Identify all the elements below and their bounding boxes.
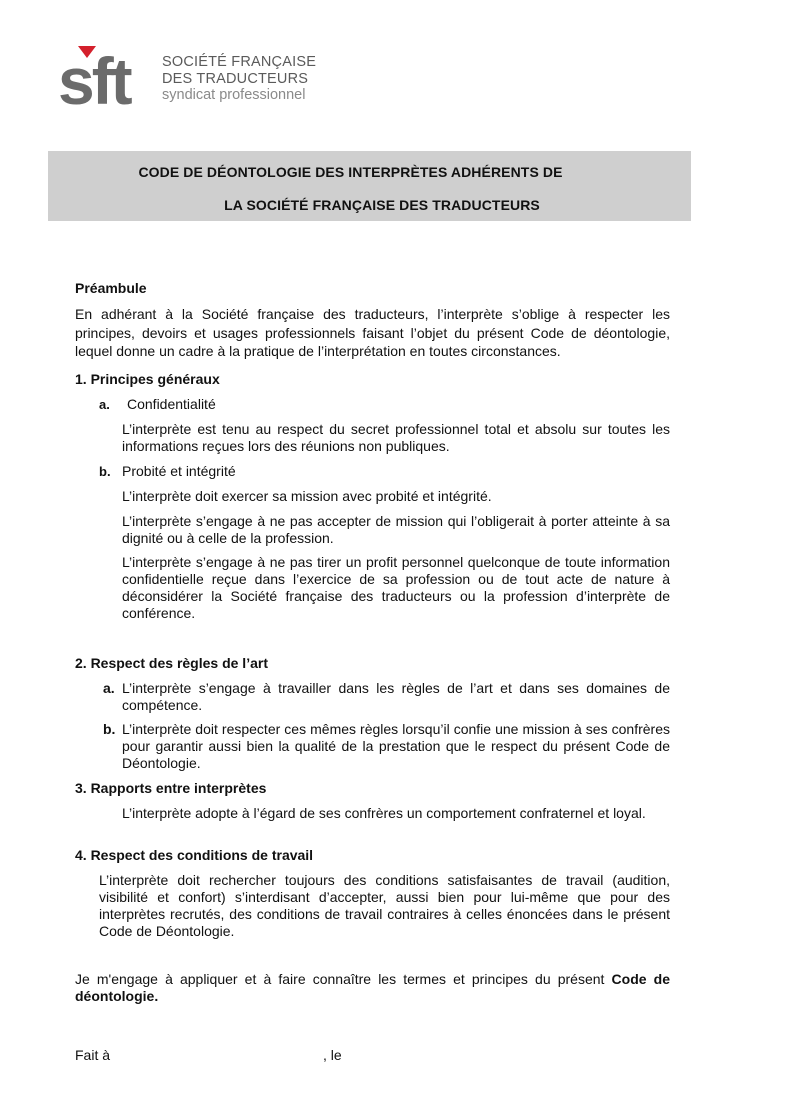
logo-line-1: SOCIÉTÉ FRANÇAISE bbox=[162, 54, 317, 70]
section-1a-text: L’interprète est tenu au respect du secret professionnel total et absolu sur toutes les informations reçues lors des réunions non publiques. bbox=[122, 421, 670, 454]
section-1b-title: Probité et intégrité bbox=[122, 463, 236, 479]
logo-line-3: syndicat professionnel bbox=[162, 87, 306, 103]
section-3-text: L’interprète adopte à l’égard de ses confrères un comportement confraternel et loyal. bbox=[122, 805, 646, 821]
signature-date-label: , le bbox=[323, 1047, 342, 1063]
section-2-item-a bbox=[103, 680, 670, 714]
section-2-heading: 2. Respect des règles de l’art bbox=[75, 655, 268, 671]
section-1b-text-1: L’interprète doit exercer sa mission avec probité et intégrité. bbox=[122, 488, 492, 504]
section-3-heading: 3. Rapports entre interprètes bbox=[75, 780, 267, 796]
section-1a-letter: a. bbox=[99, 397, 110, 412]
section-1b-text-3: L’interprète s’engage à ne pas tirer un profit personnel quelconque de toute information confidentielle reçue dans l’exercice de sa profession ou de tout acte de nature à déconsidérer la Société française des traducteurs ou la profession d’interprète de conférence. bbox=[122, 554, 670, 621]
logo-line-2: DES TRADUCTEURS bbox=[162, 70, 309, 87]
section-1b-text-2: L’interprète s’engage à ne pas accepter de mission qui l’obligerait à porter atteinte à sa dignité ou à celle de la profession. bbox=[122, 513, 670, 546]
section-2-item-b-letter: b. bbox=[103, 721, 116, 737]
engagement-text: Je m'engage à appliquer et à faire connaître les termes et principes du présent bbox=[75, 971, 612, 987]
title-line-2: LA SOCIÉTÉ FRANÇAISE DES TRADUCTEURS bbox=[224, 197, 540, 213]
preamble-text: En adhérant à la Société française des traducteurs, l’interprète s’oblige à respecter les principes, devoirs et usages professionnels faisant l’objet du présent Code de déontologie, lequel donne un cadre à la pratique de l’interprétation en toutes circonstances. bbox=[75, 306, 670, 359]
logo-wordmark bbox=[162, 54, 316, 104]
preamble-heading: Préambule bbox=[75, 280, 147, 296]
engagement-statement bbox=[75, 971, 670, 1005]
section-1b-letter: b. bbox=[99, 464, 111, 479]
section-2-item-b-text: L’interprète doit respecter ces mêmes règles lorsqu’il confie une mission à ses confrères pour garantir aussi bien la qualité de la prestation que le respect du présent Code de Déontologie. bbox=[122, 721, 670, 771]
section-2-item-b bbox=[103, 721, 670, 772]
signature-place-label: Fait à bbox=[75, 1047, 111, 1063]
section-2-item-a-letter: a. bbox=[103, 680, 115, 696]
section-1a-title: Confidentialité bbox=[127, 396, 216, 412]
section-2-item-a-text: L’interprète s’engage à travailler dans les règles de l’art et dans ses domaines de compétence. bbox=[122, 680, 670, 713]
title-line-1: CODE DE DÉONTOLOGIE DES INTERPRÈTES ADHÉRENTS DE bbox=[138, 164, 563, 180]
section-1-heading: 1. Principes généraux bbox=[75, 371, 220, 387]
section-4-heading: 4. Respect des conditions de travail bbox=[75, 847, 314, 863]
section-4-text: L’interprète doit rechercher toujours des conditions satisfaisantes de travail (audition, visibilité et confort) s’interdisant d’accepter, aussi bien pour lui-même que pour des interprètes recrutés, des conditions de travail contraires à celles énoncées dans le présent Code de Déontologie. bbox=[99, 872, 670, 939]
engagement-bold-text: Code de déontologie. bbox=[75, 971, 670, 1004]
document-title-banner bbox=[48, 151, 691, 221]
logo-mark-text: sft bbox=[58, 44, 130, 112]
sft-logo-mark bbox=[58, 42, 158, 112]
